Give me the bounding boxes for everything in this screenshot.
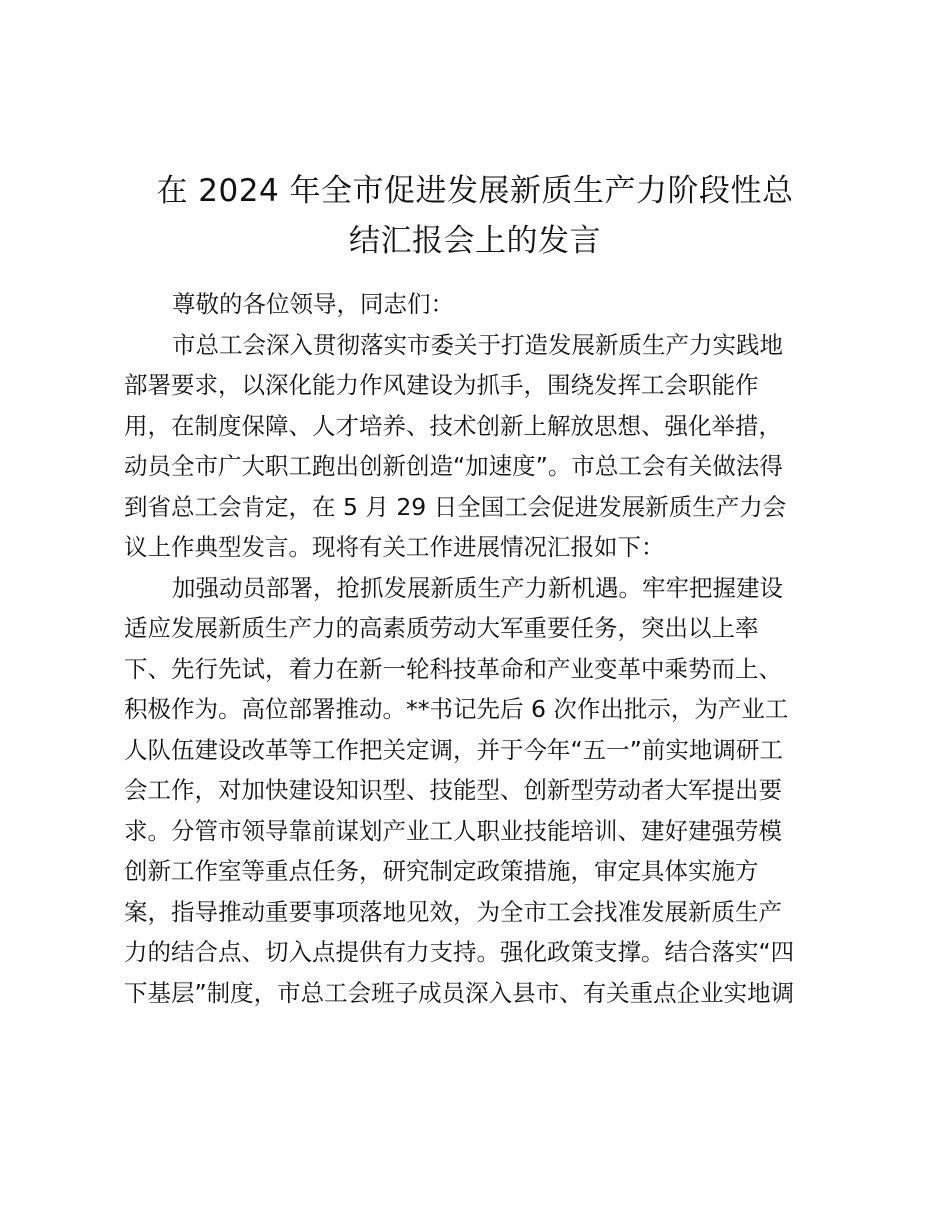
paragraph-line: 创新工作室等重点任务，研究制定政策措施，审定具体实施方 <box>124 857 759 885</box>
paragraph-line: 案，指导推动重要事项落地见效，为全市工会找准发展新质生产 <box>124 897 782 926</box>
paragraph-line: 下、先行先试，着力在新一轮科技革命和产业变革中乘势而上、 <box>124 654 782 683</box>
paragraph-line: 下基层”制度，市总工会班子成员深入县市、有关重点企业实地调 <box>124 978 795 1007</box>
title-line-2: 结汇报会上的发言 <box>349 223 601 259</box>
paragraph-line: 适应发展新质生产力的高素质劳动大军重要任务，突出以上率 <box>124 614 759 642</box>
title-line-1: 在 2024 年全市促进发展新质生产力阶段性总 <box>156 173 794 209</box>
paragraph-line: 用，在制度保障、人才培养、技术创新上解放思想、强化举措， <box>124 411 782 440</box>
paragraph-line: 议上作典型发言。现将有关工作进展情况汇报如下： <box>124 533 665 561</box>
document-body <box>124 284 834 1013</box>
paragraph-line: 人队伍建设改革等工作把关定调，并于今年“五一”前实地调研工 <box>124 735 783 764</box>
paragraph-line: 力的结合点、切入点提供有力支持。强化政策支撑。结合落实“四 <box>124 938 795 966</box>
greeting: 尊敬的各位领导，同志们： <box>172 290 454 318</box>
paragraph-line: 积极作为。高位部署推动。**书记先后 6 次作出批示，为产业工 <box>124 695 789 723</box>
paragraph-line: 动员全市广大职工跑出创新创造“加速度”。市总工会有关做法得 <box>124 452 783 480</box>
paragraph-line: 会工作，对加快建设知识型、技能型、创新型劳动者大军提出要 <box>124 776 782 804</box>
paragraph-2 <box>124 568 834 1014</box>
paragraph-line: 加强动员部署，抢抓发展新质生产力新机遇。牢牢把握建设 <box>172 573 783 602</box>
paragraph-line: 部署要求，以深化能力作风建设为抓手，围绕发挥工会职能作 <box>124 371 759 399</box>
paragraph-line: 市总工会深入贯彻落实市委关于打造发展新质生产力实践地 <box>172 330 783 359</box>
paragraph-line: 到省总工会肯定，在 5 月 29 日全国工会促进发展新质生产力会 <box>124 492 787 521</box>
document-title <box>110 166 840 266</box>
paragraph-line: 求。分管市领导靠前谋划产业工人职业技能培训、建好建强劳模 <box>124 816 782 845</box>
paragraph-1 <box>124 325 834 568</box>
